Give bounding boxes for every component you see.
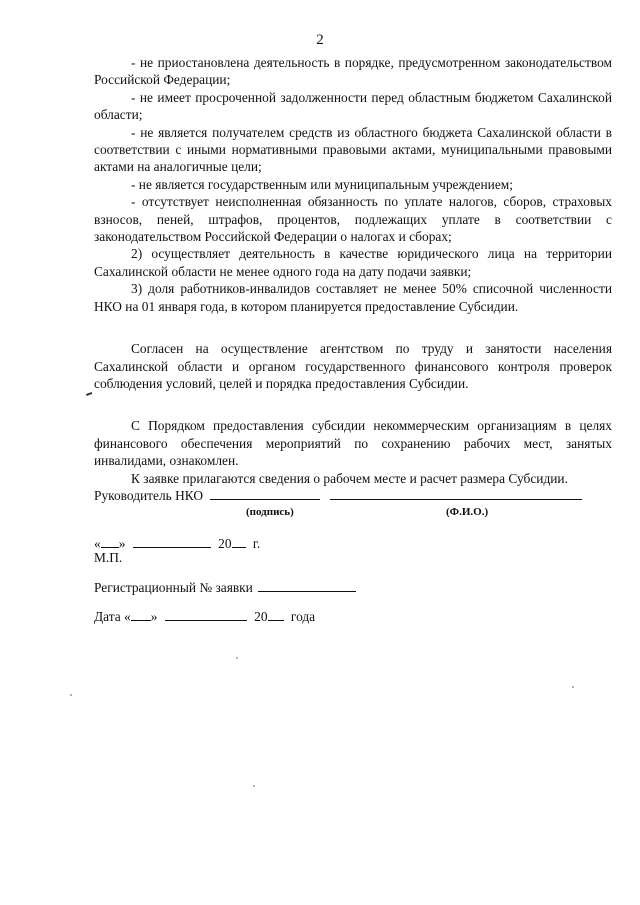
year-suffix: г. — [252, 536, 261, 551]
document-body — [94, 54, 612, 487]
signature-line — [94, 487, 582, 504]
condition-not-state-institution: - не является государственным или муниципальным учреждением; — [131, 176, 513, 192]
quote-close: » — [118, 536, 126, 551]
page-number: 2 — [316, 32, 324, 48]
signature-label: Руководитель НКО — [94, 488, 204, 503]
year-field[interactable] — [232, 535, 246, 548]
attachments-paragraph: К заявке прилагаются сведения о рабочем месте и расчет размера Субсидии. — [131, 470, 568, 486]
date-label: Дата « — [94, 609, 131, 624]
application-date-line — [94, 608, 315, 625]
condition-not-recipient: - не является получателем средств из областного бюджета Сахалинской области в соответствии с иными нормативными правовыми актами, муниципальными правовыми актами на аналогичные цели; — [94, 124, 612, 175]
condition-disabled-share: 3) доля работников-инвалидов составляет не менее 50% списочной численности НКО на 01 января года, в котором планируется предоставление Субсидии. — [94, 281, 612, 314]
app-day-field[interactable] — [131, 608, 151, 621]
signature-field[interactable] — [210, 487, 320, 500]
date-quote-close: » — [150, 609, 158, 624]
condition-operating-one-year: 2) осуществляет деятельность в качестве юридического лица на территории Сахалинской области не менее одного года на дату подачи заявки; — [94, 246, 612, 279]
scan-mark — [86, 392, 92, 395]
condition-no-overdue-debt: - не имеет просроченной задолженности перед областным бюджетом Сахалинской области; — [94, 89, 612, 123]
scan-speck — [70, 694, 72, 696]
app-year-suffix: года — [290, 609, 316, 624]
full-name-field[interactable] — [330, 487, 582, 500]
day-field[interactable] — [101, 535, 119, 548]
stamp-place: М.П. — [94, 550, 123, 565]
scan-speck — [236, 657, 238, 659]
condition-not-suspended: - не приостановлена деятельность в порядке, предусмотренном законодательством Российской Федерации; — [94, 55, 612, 88]
quote-open: « — [94, 536, 101, 551]
year-prefix: 20 — [218, 536, 232, 551]
familiarization-paragraph: С Порядком предоставления субсидии некоммерческим организациям в целях финансового обеспечения мероприятий по сохранению рабочих мест, занятых инвалидами, ознакомлен. — [94, 418, 612, 469]
registration-number-field[interactable] — [258, 579, 356, 592]
condition-no-tax-arrears: - отсутствует неисполненная обязанность по уплате налогов, сборов, страховых взносов, пеней, штрафов, процентов, подлежащих уплате в соответствии с законодательством Российской Федерации о налогах и сборах; — [94, 194, 612, 245]
month-field[interactable] — [133, 535, 211, 548]
scan-speck — [572, 686, 574, 688]
consent-paragraph: Согласен на осуществление агентством по труду и занятости населения Сахалинской области и органом государственного финансового контроля проверок соблюдения условий, целей и порядка предоставления Субсидии. — [94, 341, 612, 391]
signature-caption: (подпись) — [246, 506, 294, 518]
registration-line — [94, 579, 356, 596]
scan-speck — [253, 785, 255, 787]
full-name-caption: (Ф.И.О.) — [446, 506, 489, 518]
app-year-prefix: 20 — [254, 609, 268, 624]
app-month-field[interactable] — [165, 608, 247, 621]
app-year-field[interactable] — [268, 608, 284, 621]
registration-label: Регистрационный № заявки — [94, 580, 253, 595]
